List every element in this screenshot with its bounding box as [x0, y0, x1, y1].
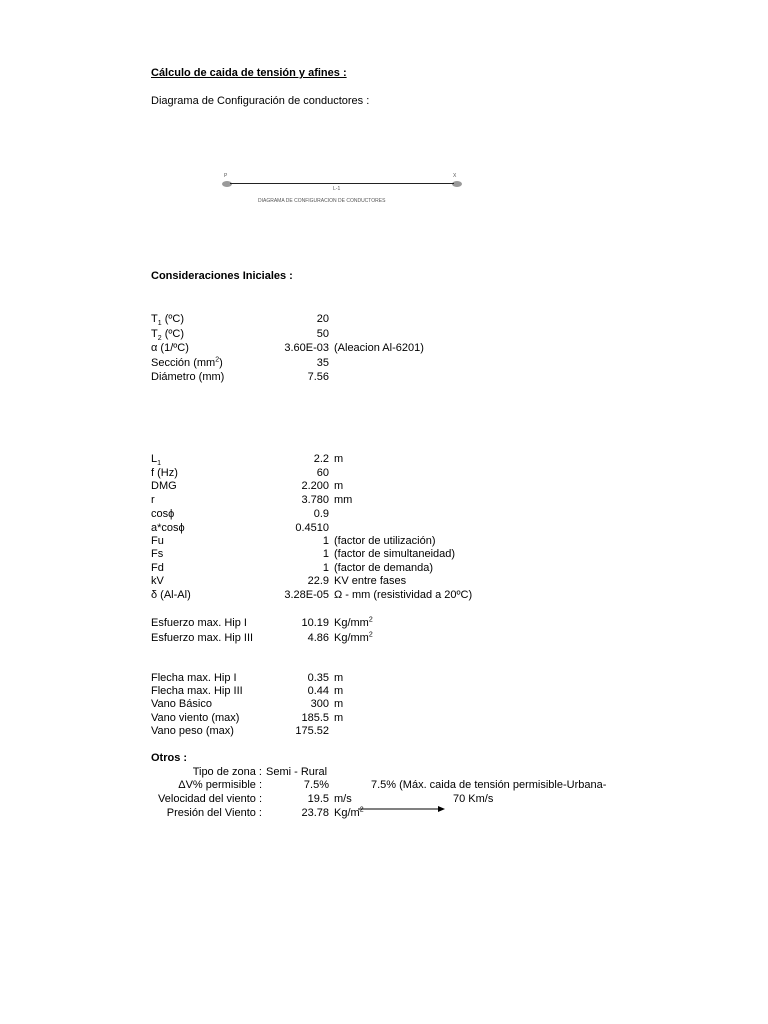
otros-unit-presion: $Kg/m^2$	[334, 806, 364, 819]
initial-label-diametro: Diámetro (mm)	[151, 371, 225, 383]
initial-value-diametro: 7.56	[307, 371, 329, 383]
initial-label-t1: $T_1$ (ºC)	[151, 313, 184, 328]
initial-label-t2: $T_2$ (ºC)	[151, 328, 184, 343]
otros-heading: Otros :	[151, 752, 188, 764]
otros-note-line2: 70 Km/s	[453, 793, 494, 805]
node-right-icon	[452, 181, 462, 187]
initial-label-seccion: Sección $(mm^2)$	[151, 356, 223, 369]
param-label-fu: Fu	[151, 535, 164, 547]
otros-value-velocidad: 19.5	[307, 793, 329, 805]
initial-value-t1: 20	[316, 313, 329, 325]
param-label-l1: $L_1$	[151, 453, 162, 468]
line-label: L-1	[333, 186, 341, 192]
param-value-r: 3.780	[301, 494, 329, 506]
param-unit-fs: (factor de simultaneidad)	[334, 548, 456, 560]
span-label-flecha1: Flecha max. Hip I	[151, 672, 237, 684]
arrow-right-icon	[358, 805, 446, 813]
node-left-label: P	[224, 173, 228, 179]
initial-heading: Consideraciones Iniciales :	[151, 270, 293, 282]
span-label-flecha3: Flecha max. Hip III	[151, 685, 243, 697]
stress-label-hip1: Esfuerzo max. Hip I	[151, 617, 247, 629]
initial-unit-alpha: (Aleacion Al-6201)	[334, 342, 424, 354]
span-unit-flecha3: m	[334, 685, 344, 697]
initial-value-t2: 50	[316, 328, 329, 340]
otros-value-dv: 7.5%	[303, 779, 329, 791]
otros-label-velocidad: Velocidad del viento :	[158, 793, 262, 805]
span-label-peso: Vano peso (max)	[151, 725, 234, 737]
otros-value-zona: Semi - Rural	[266, 766, 328, 778]
initial-value-alpha: 3.60E-03	[284, 342, 329, 354]
param-unit-delta: Ω - mm (resistividad a 20ºC)	[334, 589, 473, 601]
otros-label-dv: ΔV% permisible :	[178, 779, 262, 791]
stress-unit-hip3: $Kg/mm^2$	[334, 631, 373, 644]
param-value-f: 60	[316, 467, 329, 479]
span-value-basico: 300	[310, 698, 329, 710]
param-value-fs: 1	[322, 548, 329, 560]
param-unit-fu: (factor de utilización)	[334, 535, 436, 547]
span-label-basico: Vano Básico	[151, 698, 212, 710]
param-value-dmg: 2.200	[301, 480, 329, 492]
param-value-kv: 22.9	[307, 575, 329, 587]
otros-unit-velocidad: m/s	[334, 793, 352, 805]
param-unit-r: mm	[334, 494, 353, 506]
conductor-line	[230, 183, 454, 184]
otros-label-presion: Presión del Viento :	[166, 807, 262, 819]
param-value-cosphi: 0.9	[313, 508, 329, 520]
param-value-delta: 3.28E-05	[284, 589, 329, 601]
span-value-flecha3: 0.44	[307, 685, 329, 697]
otros-note-line1: 7.5% (Máx. caida de tensión permisible-Urbana-	[371, 779, 607, 791]
param-unit-kv: KV entre fases	[334, 575, 407, 587]
span-unit-basico: m	[334, 698, 344, 710]
otros-label-zona: Tipo de zona :	[192, 766, 262, 778]
span-value-flecha1: 0.35	[307, 672, 329, 684]
param-label-fd: Fd	[151, 562, 164, 574]
param-unit-l1: m	[334, 453, 344, 465]
param-label-fs: Fs	[151, 548, 164, 560]
span-unit-flecha1: m	[334, 672, 344, 684]
param-value-acosphi: 0.4510	[295, 522, 329, 534]
span-value-peso: 175.52	[295, 725, 329, 737]
param-label-kv: kV	[151, 575, 164, 587]
stress-value-hip3: 4.86	[307, 632, 329, 644]
span-label-viento: Vano viento (max)	[151, 712, 240, 724]
span-unit-viento: m	[334, 712, 344, 724]
param-value-fu: 1	[322, 535, 329, 547]
otros-value-presion: 23.78	[301, 807, 329, 819]
param-label-delta: δ (Al-Al)	[151, 589, 191, 601]
param-value-l1: 2.2	[313, 453, 329, 465]
node-left-icon	[222, 181, 232, 187]
param-unit-fd: (factor de demanda)	[334, 562, 434, 574]
param-label-acosphi: a*cosϕ	[151, 522, 185, 534]
param-value-fd: 1	[322, 562, 329, 574]
stress-label-hip3: Esfuerzo max. Hip III	[151, 632, 254, 644]
diagram-caption: DIAGRAMA DE CONFIGURACION DE CONDUCTORES	[258, 198, 386, 204]
stress-value-hip1: 10.19	[301, 617, 329, 629]
param-label-cosphi: cosϕ	[151, 508, 175, 520]
param-label-r: r	[151, 494, 155, 506]
initial-label-alpha: α (1/ºC)	[151, 342, 189, 354]
initial-value-seccion: 35	[316, 357, 329, 369]
param-label-dmg: DMG	[151, 480, 177, 492]
diagram-heading: Diagrama de Configuración de conductores :	[151, 95, 370, 107]
node-right-label: X	[453, 173, 457, 179]
span-value-viento: 185.5	[301, 712, 329, 724]
stress-unit-hip1: $Kg/mm^2$	[334, 616, 373, 629]
param-unit-dmg: m	[334, 480, 344, 492]
param-label-f: f (Hz)	[151, 467, 178, 479]
page-title: Cálculo de caida de tensión y afines :	[151, 67, 347, 79]
